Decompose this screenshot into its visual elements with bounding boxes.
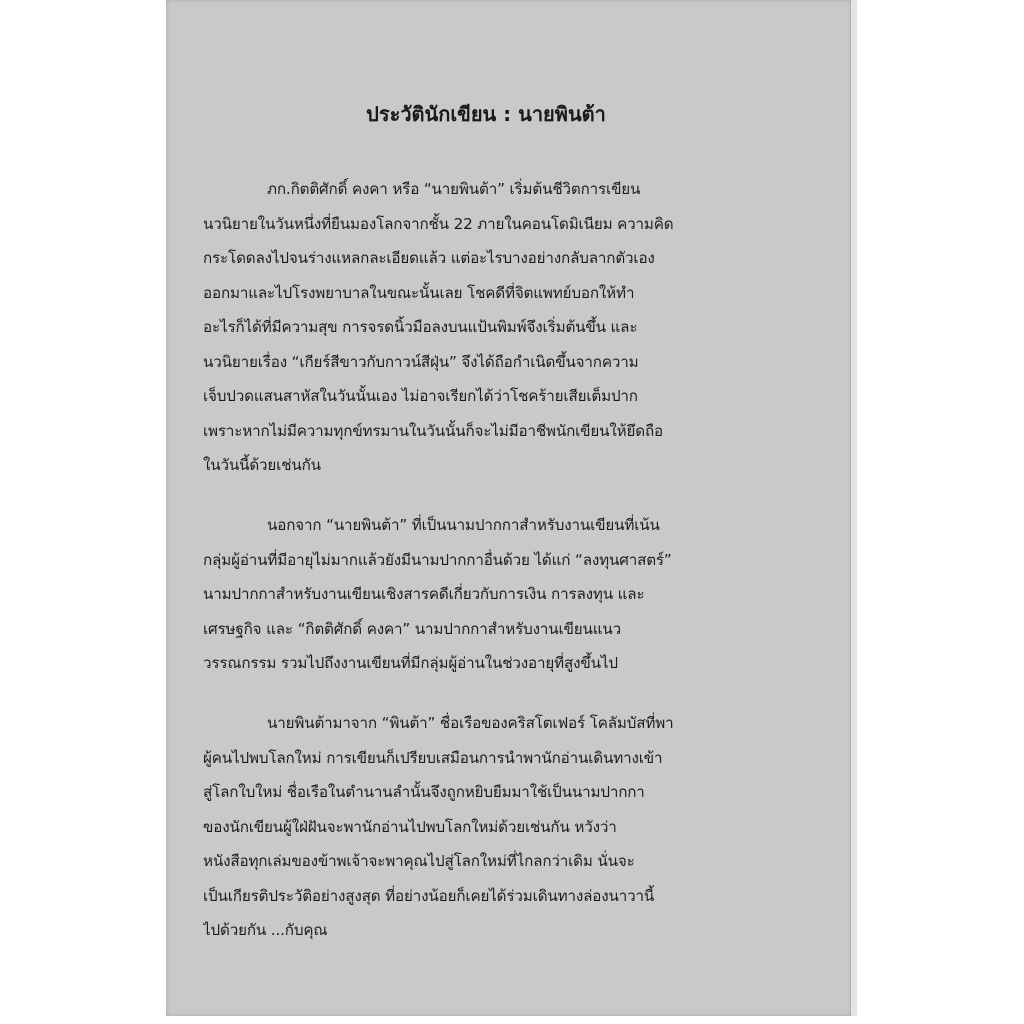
text-line: เจ็บปวดแสนสาหัสในวันนั้นเอง ไม่อาจเรียกได้ว่าโชคร้ายเสียเต็มปาก bbox=[203, 387, 638, 405]
paragraph-2 bbox=[203, 508, 767, 681]
text-line: กลุ่มผู้อ่านที่มีอายุไม่มากแล้วยังมีนามปากกาอื่นด้วย ได้แก่ “ลงทุนศาสตร์” bbox=[203, 550, 672, 569]
text-line: ออกมาและไปโรงพยาบาลในขณะนั้นเลย โชคดีที่จิตแพทย์บอกให้ทำ bbox=[203, 283, 635, 302]
page-title: ประวัตินักเขียน : นายพินต้า bbox=[366, 102, 606, 126]
text-line: ไปด้วยกัน ...กับคุณ bbox=[203, 921, 328, 939]
text-line: ในวันนี้ด้วยเช่นกัน bbox=[203, 456, 321, 474]
text-line: นายพินต้ามาจาก “พินต้า” ชื่อเรือของคริสโตเฟอร์ โคลัมบัสที่พา bbox=[267, 714, 674, 732]
text-line: ผู้คนไปพบโลกใหม่ การเขียนก็เปรียบเสมือนการนำพานักอ่านเดินทางเข้า bbox=[203, 748, 663, 767]
text-line: นอกจาก “นายพินต้า” ที่เป็นนามปากกาสำหรับงานเขียนที่เน้น bbox=[267, 516, 660, 534]
text-line: สู่โลกใบใหม่ ชื่อเรือในตำนานลำนั้นจึงถูกหยิบยืมมาใช้เป็นนามปากกา bbox=[203, 783, 645, 801]
text-line: เป็นเกียรติประวัติอย่างสูงสุด ที่อย่างน้อยก็เคยได้ร่วมเดินทางล่องนาวานี้ bbox=[203, 886, 655, 905]
paragraph-3 bbox=[203, 706, 767, 948]
text-line: กระโดดลงไปจนร่างแหลกละเอียดแล้ว แต่อะไรบางอย่างกลับลากตัวเอง bbox=[203, 249, 655, 267]
paragraph-1 bbox=[203, 172, 767, 483]
text-line: วรรณกรรม รวมไปถึงงานเขียนที่มีกลุ่มผู้อ่านในช่วงอายุที่สูงขึ้นไป bbox=[203, 654, 618, 672]
text-line: นวนิยายในวันหนึ่งที่ยืนมองโลกจากชั้น 22 ภายในคอนโดมิเนียม ความคิด bbox=[203, 214, 674, 233]
text-line: ของนักเขียนผู้ใฝ่ฝันจะพานักอ่านไปพบโลกใหม่ด้วยเช่นกัน หวังว่า bbox=[203, 817, 617, 836]
text-line: เศรษฐกิจ และ “กิตติศักดิ์ คงคา” นามปากกาสำหรับงานเขียนแนว bbox=[203, 619, 621, 638]
text-line: นวนิยายเรื่อง “เกียร์สีขาวกับกาวน์สีฝุ่น” จึงได้ถือกำเนิดขึ้นจากความ bbox=[203, 352, 639, 371]
text-line: หนังสือทุกเล่มของข้าพเจ้าจะพาคุณไปสู่โลกใหม่ที่ไกลกว่าเดิม นั่นจะ bbox=[203, 852, 635, 870]
text-line: อะไรก็ได้ที่มีความสุข การจรดนิ้วมือลงบนแป้นพิมพ์จึงเริ่มต้นขึ้น และ bbox=[203, 318, 638, 336]
page-edge bbox=[850, 0, 857, 1016]
text-line: ภก.กิตติศักดิ์ คงคา หรือ “นายพินต้า” เริ่มต้นชีวิตการเขียน bbox=[267, 180, 641, 198]
text-line: นามปากกาสำหรับงานเขียนเชิงสารคดีเกี่ยวกับการเงิน การลงทุน และ bbox=[203, 585, 645, 603]
text-line: เพราะหากไม่มีความทุกข์ทรมานในวันนั้นก็จะไม่มีอาชีพนักเขียนให้ยึดถือ bbox=[203, 421, 663, 440]
